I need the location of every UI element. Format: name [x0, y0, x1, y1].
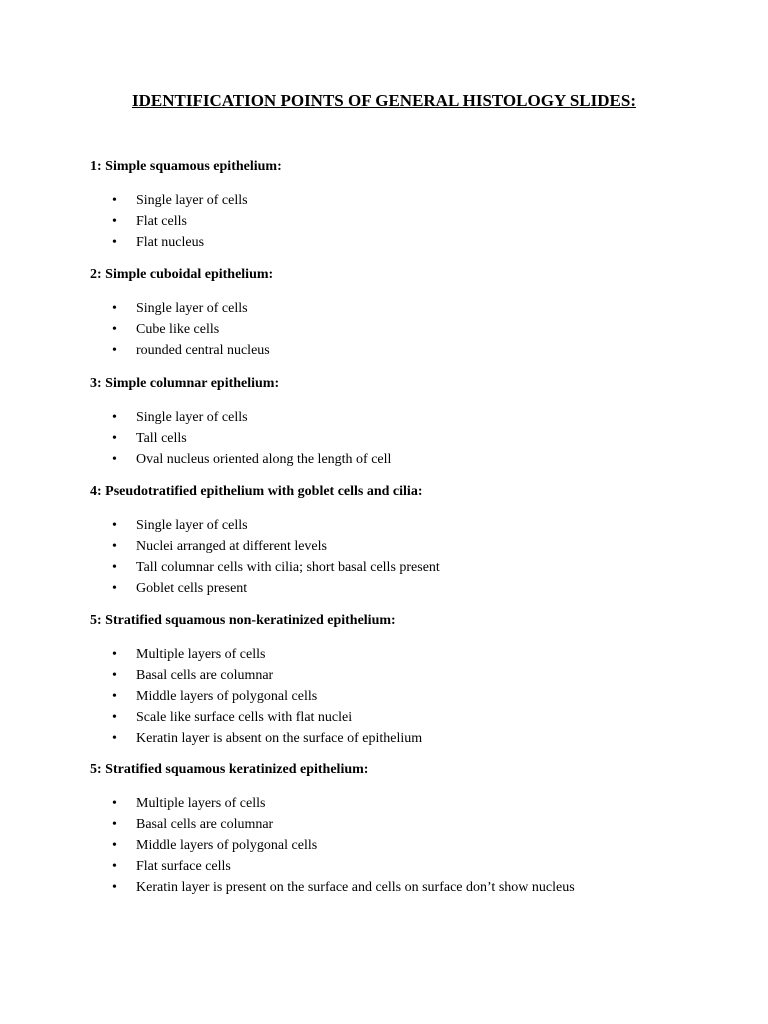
bullet-icon: • [112, 581, 117, 596]
bullet-icon: • [112, 560, 117, 575]
list-item [90, 449, 710, 470]
list-item [90, 557, 710, 578]
list-item [90, 644, 710, 665]
list-item-text: Flat cells [136, 214, 187, 229]
list-item-text: Flat surface cells [136, 859, 231, 874]
list-item [90, 856, 710, 877]
list-item-text: Single layer of cells [136, 410, 248, 425]
bullet-icon: • [112, 710, 117, 725]
list-item [90, 728, 710, 749]
list-item [90, 298, 710, 319]
section-heading: 5: Stratified squamous non-keratinized epithelium: [90, 613, 396, 628]
bullet-icon: • [112, 838, 117, 853]
list-item [90, 814, 710, 835]
bullet-icon: • [112, 647, 117, 662]
list-item [90, 707, 710, 728]
list-item-text: Single layer of cells [136, 193, 248, 208]
list-item-text: Nuclei arranged at different levels [136, 539, 327, 554]
list-item [90, 793, 710, 814]
bullet-icon: • [112, 322, 117, 337]
bullet-list [90, 515, 710, 599]
section-stratified-keratinized [90, 760, 710, 898]
list-item [90, 190, 710, 211]
list-item-text: Basal cells are columnar [136, 668, 274, 683]
list-item-text: Flat nucleus [136, 235, 205, 250]
list-item-text: Tall cells [136, 431, 187, 446]
section-heading: 5: Stratified squamous keratinized epithelium: [90, 762, 369, 777]
bullet-list [90, 407, 710, 470]
section-stratified-non-keratinized [90, 611, 710, 749]
list-item-text: Keratin layer is absent on the surface of epithelium [136, 731, 423, 746]
bullet-icon: • [112, 410, 117, 425]
list-item-text: Goblet cells present [136, 581, 248, 596]
list-item-text: rounded central nucleus [136, 343, 270, 358]
list-item [90, 211, 710, 232]
list-item-text: Keratin layer is present on the surface and cells on surface don’t show nucleus [136, 880, 575, 895]
list-item [90, 319, 710, 340]
list-item [90, 536, 710, 557]
list-item [90, 515, 710, 536]
bullet-icon: • [112, 817, 117, 832]
bullet-icon: • [112, 343, 117, 358]
section-simple-cuboidal [90, 265, 710, 361]
list-item-text: Cube like cells [136, 322, 220, 337]
bullet-icon: • [112, 796, 117, 811]
list-item [90, 835, 710, 856]
section-simple-columnar [90, 374, 710, 470]
list-item [90, 665, 710, 686]
bullet-icon: • [112, 731, 117, 746]
list-item [90, 232, 710, 253]
list-item-text: Multiple layers of cells [136, 647, 266, 662]
list-item [90, 340, 710, 361]
document-title: IDENTIFICATION POINTS OF GENERAL HISTOLOGY SLIDES: [132, 91, 636, 110]
bullet-icon: • [112, 689, 117, 704]
list-item [90, 686, 710, 707]
section-pseudostratified [90, 482, 710, 599]
bullet-icon: • [112, 214, 117, 229]
section-heading: 3: Simple columnar epithelium: [90, 376, 280, 391]
bullet-list [90, 644, 710, 749]
list-item-text: Tall columnar cells with cilia; short basal cells present [136, 560, 440, 575]
list-item-text: Middle layers of polygonal cells [136, 689, 318, 704]
list-item-text: Oval nucleus oriented along the length of cell [136, 452, 392, 467]
bullet-list [90, 793, 710, 898]
bullet-icon: • [112, 668, 117, 683]
bullet-icon: • [112, 193, 117, 208]
section-simple-squamous [90, 157, 710, 253]
list-item-text: Single layer of cells [136, 301, 248, 316]
bullet-list [90, 190, 710, 253]
list-item [90, 578, 710, 599]
bullet-icon: • [112, 859, 117, 874]
section-heading: 4: Pseudotratified epithelium with goblet cells and cilia: [90, 484, 423, 499]
bullet-icon: • [112, 880, 117, 895]
list-item-text: Middle layers of polygonal cells [136, 838, 318, 853]
list-item [90, 428, 710, 449]
section-heading: 2: Simple cuboidal epithelium: [90, 267, 274, 282]
list-item [90, 877, 710, 898]
bullet-icon: • [112, 301, 117, 316]
list-item [90, 407, 710, 428]
bullet-list [90, 298, 710, 361]
list-item-text: Multiple layers of cells [136, 796, 266, 811]
list-item-text: Single layer of cells [136, 518, 248, 533]
bullet-icon: • [112, 235, 117, 250]
bullet-icon: • [112, 431, 117, 446]
list-item-text: Scale like surface cells with flat nuclei [136, 710, 353, 725]
bullet-icon: • [112, 518, 117, 533]
list-item-text: Basal cells are columnar [136, 817, 274, 832]
section-heading: 1: Simple squamous epithelium: [90, 159, 282, 174]
bullet-icon: • [112, 452, 117, 467]
bullet-icon: • [112, 539, 117, 554]
